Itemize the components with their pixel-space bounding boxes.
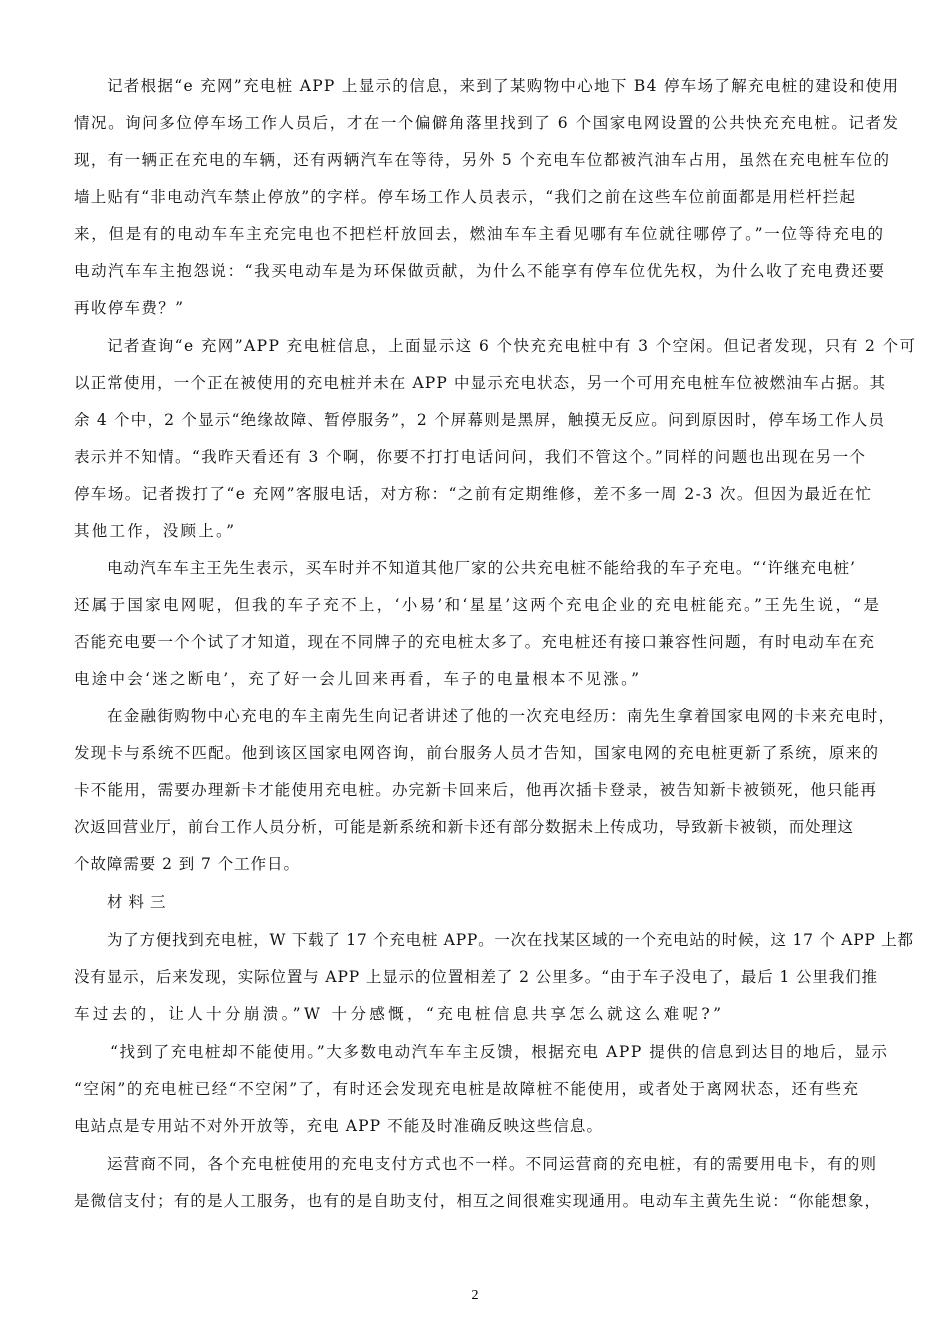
- text-line: 还属于国家电网呢，但我的车子充不上，‘小易’和‘星星’这两个充电企业的充电桩能充。”王先生说，“是: [74, 596, 882, 614]
- page-number: 2: [471, 1288, 479, 1303]
- text-line: 电途中会‘迷之断电’，充了好一会儿回来再看，车子的电量根本不见涨。”: [74, 670, 642, 688]
- text-line: 记者查询“e 充网”APP 充电桩信息，上面显示这 6 个快充充电桩中有 3 个空闲。但记者发现，只有 2 个可: [107, 337, 917, 355]
- text-line: 墙上贴有“非电动汽车禁止停放”的字样。停车场工作人员表示，“我们之前在这些车位前面都是用栏杆拦起: [74, 188, 857, 206]
- text-line: 停车场。记者拨打了“e 充网”客服电话，对方称：“之前有定期维修，差不多一周 2-3 次。但因为最近在忙: [74, 485, 873, 503]
- text-line: 电动汽车车主王先生表示，买车时并不知道其他厂家的公共充电桩不能给我的车子充电。“‘许继充电桩’: [107, 559, 857, 577]
- text-line: 现，有一辆正在充电的车辆，还有两辆汽车在等待，另外 5 个充电车位都被汽油车占用，虽然在充电桩车位的: [74, 151, 891, 169]
- text-line: 电站点是专用站不对外开放等，充电 APP 不能及时准确反映这些信息。: [74, 1117, 604, 1135]
- text-line: 余 4 个中，2 个显示“绝缘故障、暂停服务”，2 个屏幕则是黑屏，触摸无反应。问到原因时，停车场工作人员: [74, 411, 886, 429]
- text-line: 情况。询问多位停车场工作人员后，才在一个偏僻角落里找到了 6 个国家电网设置的公共快充充电桩。记者发: [74, 114, 900, 132]
- text-line: 表示并不知情。“我昨天看还有 3 个啊，你要不打打电话问问，我们不管这个。”同样的问题也出现在另一个: [74, 448, 867, 466]
- text-line: 记者根据“e 充网”充电桩 APP 上显示的信息，来到了某购物中心地下 B4 停车场了解充电桩的建设和使用: [107, 77, 900, 95]
- text-line: 车过去的，让人十分崩溃。”W 十分感慨，“充电桩信息共享怎么就这么难呢?”: [74, 1005, 725, 1023]
- text-line: 电动汽车车主抱怨说：“我买电动车是为环保做贡献，为什么不能享有停车位优先权，为什么收了充电费还要: [74, 262, 886, 280]
- text-line: 次返回营业厅，前台工作人员分析，可能是新系统和新卡还有部分数据未上传成功，导致新卡被锁，而处理这: [74, 818, 854, 836]
- text-line: 没有显示，后来发现，实际位置与 APP 上显示的位置相差了 2 公里多。“由于车子没电了，最后 1 公里我们推: [74, 968, 878, 986]
- text-line: 发现卡与系统不匹配。他到该区国家电网咨询，前台服务人员才告知，国家电网的充电桩更新了系统，原来的: [74, 744, 880, 762]
- text-line: 否能充电要一个个试了才知道，现在不同牌子的充电桩太多了。充电桩还有接口兼容性问题，有时电动车在充: [74, 633, 876, 651]
- text-line: 为了方便找到充电桩，W 下载了 17 个充电桩 APP。一次在找某区域的一个充电站的时候，这 17 个 APP 上都: [107, 931, 914, 949]
- text-line: 是微信支付；有的是人工服务，也有的是自助支付，相互之间很难实现通用。电动车主黄先生说：“你能想象，: [74, 1192, 882, 1210]
- text-line: “找到了充电桩却不能使用。”大多数电动汽车车主反馈，根据充电 APP 提供的信息到达目的地后，显示: [110, 1043, 889, 1061]
- text-line: 其他工作，没顾上。”: [74, 522, 237, 540]
- text-line: 在金融街购物中心充电的车主南先生向记者讲述了他的一次充电经历：南先生拿着国家电网的卡来充电时，: [107, 707, 896, 725]
- section-heading: 材料三: [107, 893, 172, 911]
- text-line: 卡不能用，需要办理新卡才能使用充电桩。办完新卡回来后，他再次插卡登录，被告知新卡被锁死，他只能再: [74, 781, 878, 799]
- text-line: 运营商不同，各个充电桩使用的充电支付方式也不一样。不同运营商的充电桩，有的需要用电卡，有的则: [107, 1155, 878, 1173]
- text-line: 来，但是有的电动车车主充完电也不把栏杆放回去，燃油车车主看见哪有车位就往哪停了。”一位等待充电的: [74, 225, 885, 243]
- text-line: 以正常使用，一个正在被使用的充电桩并未在 APP 中显示充电状态，另一个可用充电桩车位被燃油车占据。其: [74, 374, 887, 392]
- text-line: 个故障需要 2 到 7 个工作日。: [74, 855, 300, 873]
- text-line: “空闲”的充电桩已经“不空闲”了，有时还会发现充电桩是故障桩不能使用，或者处于离网状态，还有些充: [74, 1080, 860, 1098]
- text-line: 再收停车费？”: [74, 299, 185, 317]
